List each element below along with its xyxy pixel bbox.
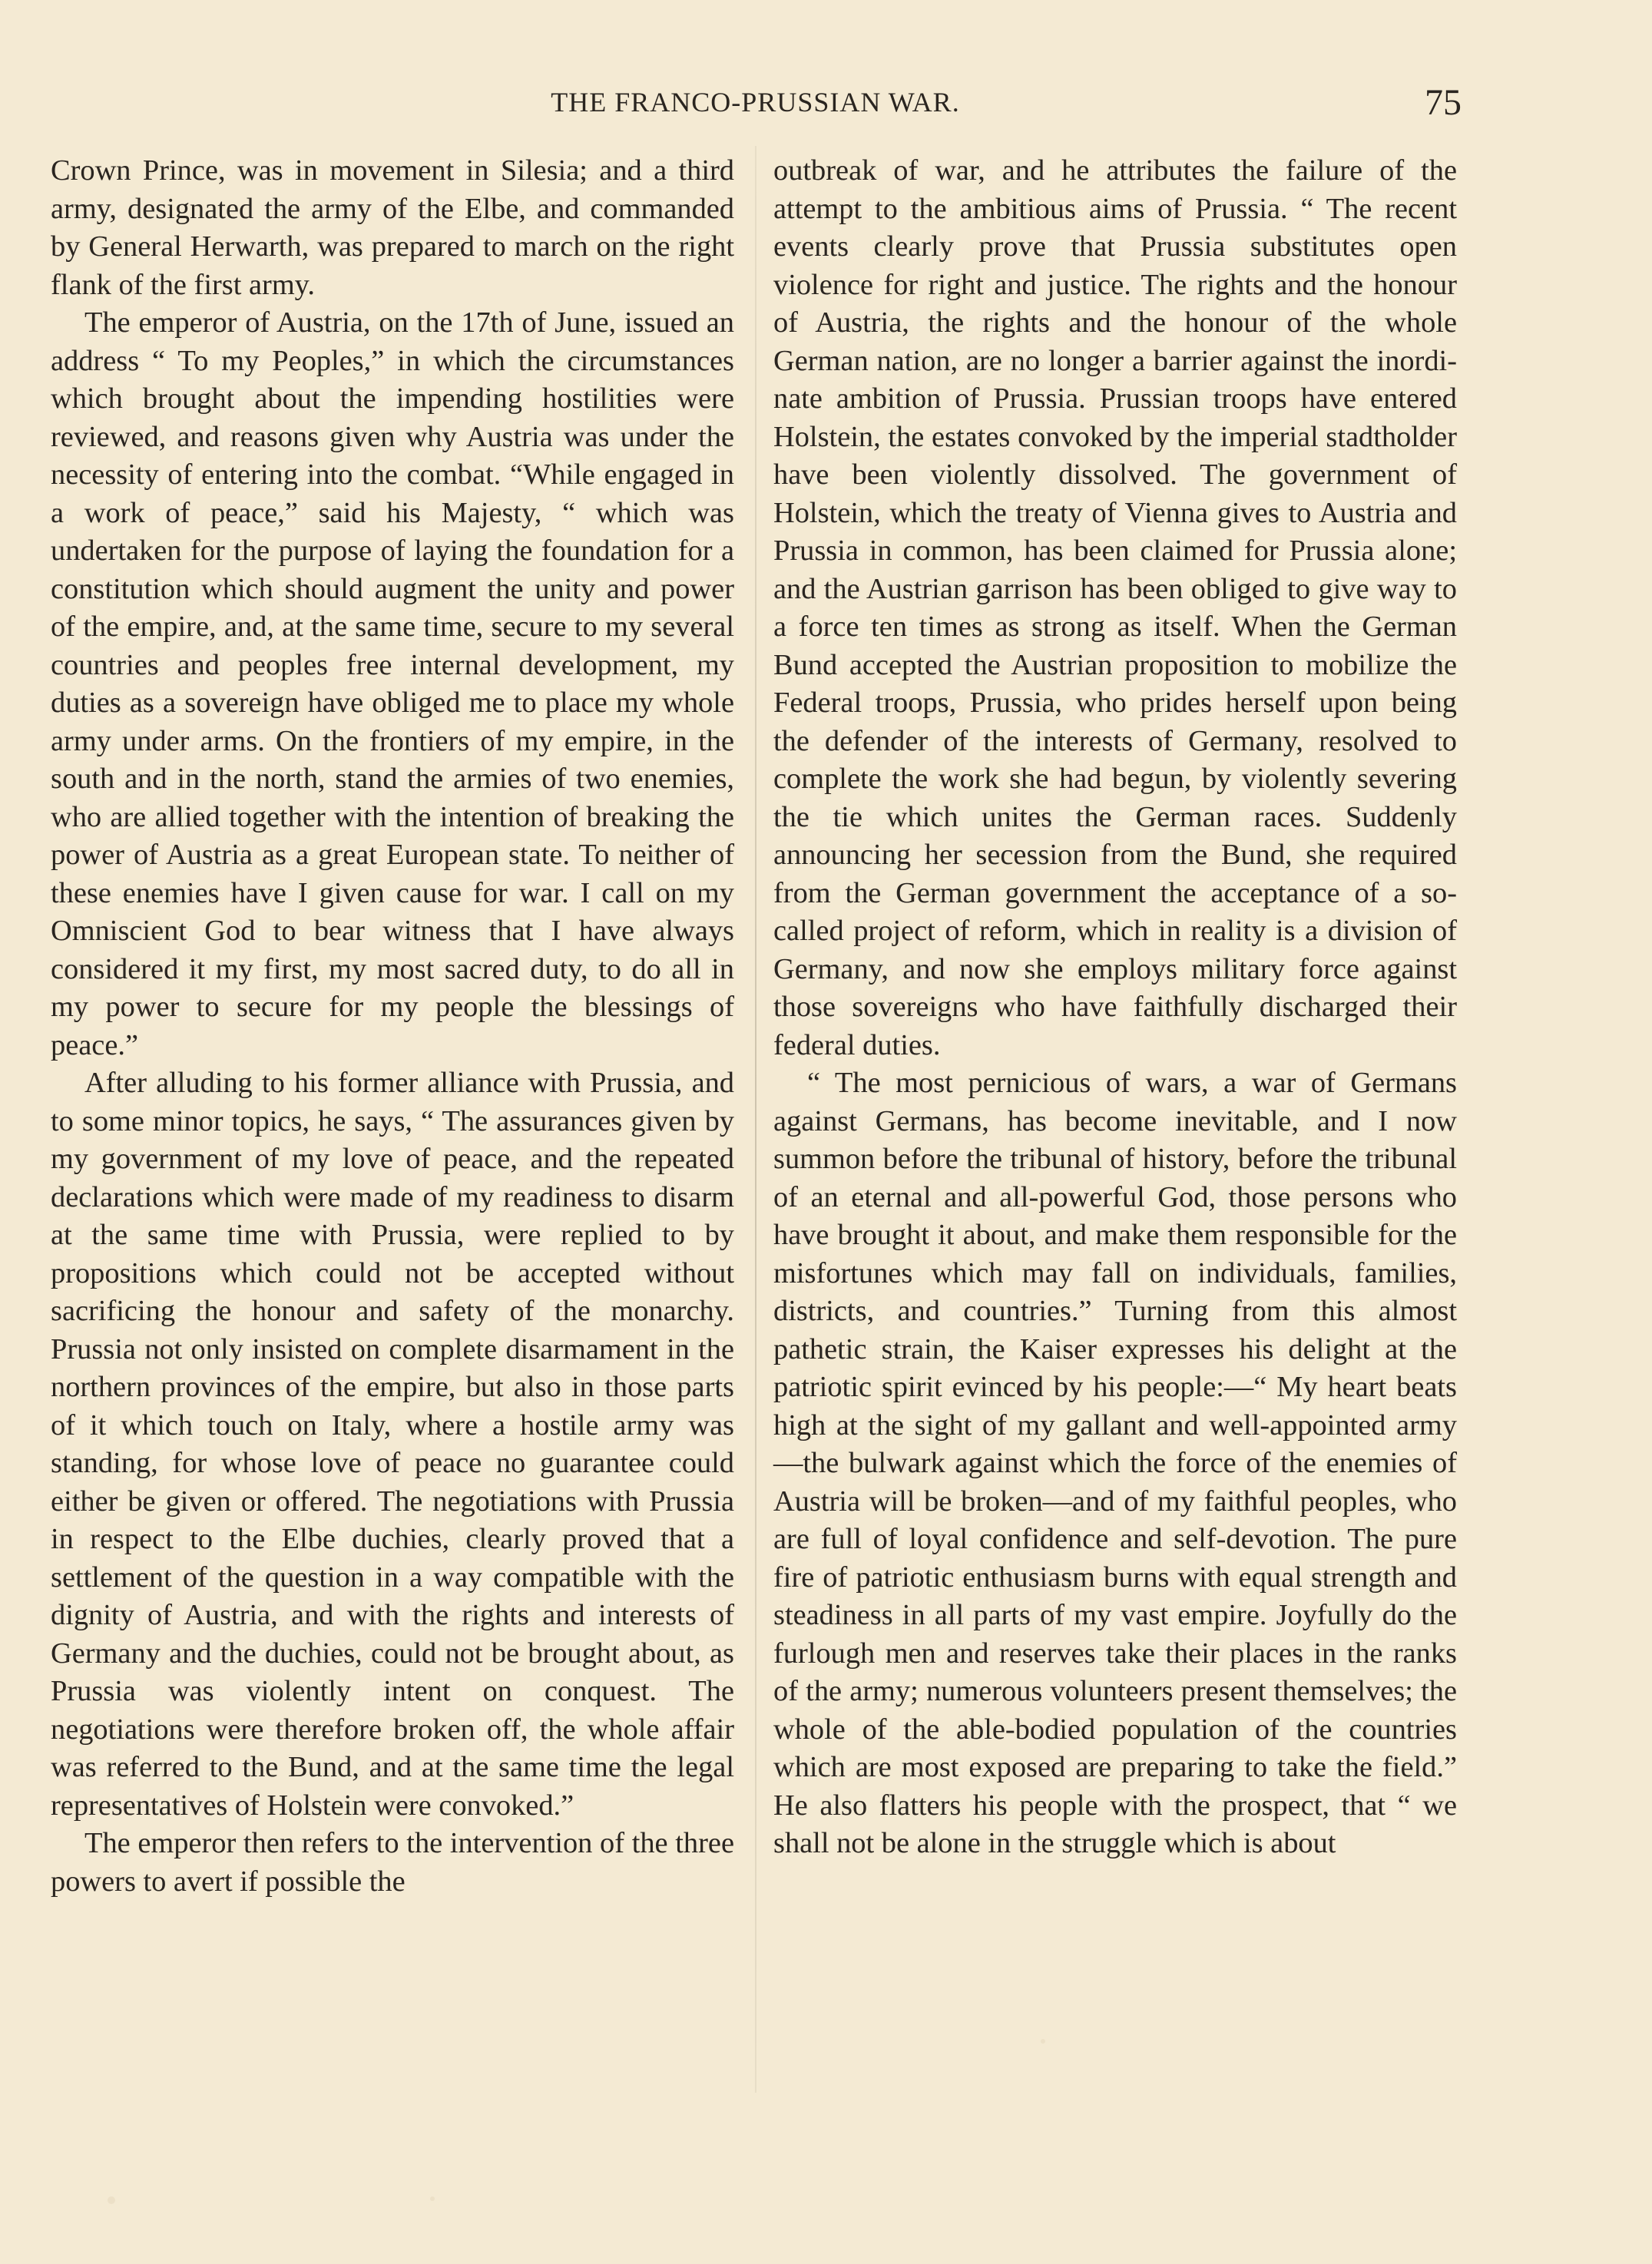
page-number: 75 xyxy=(1425,82,1462,123)
running-head: THE FRANCO-PRUSSIAN WAR. xyxy=(551,87,960,118)
paragraph: Crown Prince, was in movement in Silesia; and a third army, designated the army of the Elbe, and commanded by General Herwarth, was prepared to march on the right flank of the first army. xyxy=(51,154,734,301)
column-divider xyxy=(755,146,756,2093)
paper-spot xyxy=(430,2196,435,2201)
paper-spot xyxy=(108,2196,115,2204)
paragraph: “ The most pernicious of wars, a war of Germans against Germans, has become inevitable, and I now summon before the tribunal of history, before the tribunal of an eternal and all-powerful God, those persons who have brought it about, and make them responsible for the misfortunes which may fall on individuals, families, districts, and countries.” Turning from this almost pathetic strain, the Kaiser expresses his delight at the patriotic spirit evinced by his people:—“ My heart beats high at the sight of my gallant and well-appointed army—the bulwark against which the force of the enemies of Austria will be broken—and of my faithful peoples, who are full of loyal confidence and self-devotion. The pure fire of patriotic enthusiasm burns with equal strength and steadiness in all parts of my vast empire. Joyfully do the furlough men and reserves take their places in the ranks of the army; numerous volunteers present themselves; the whole of the able-bodied population of the countries which are most exposed are preparing to take the field.” He also flatters his people with the prospect, that “ we shall not be alone in the struggle which is about xyxy=(773,1067,1457,1859)
paragraph: outbreak of war, and he attributes the failure of the attempt to the ambitious aims of Prussia. “ The recent events clearly prove that Prussia substitutes open violence for right and justice. The rights and the honour of Austria, the rights and the honour of the whole German nation, are no longer a barrier against the inordinate ambition of Prussia. Prussian troops have entered Holstein, the estates convoked by the imperial stadtholder have been violently dissolved. The government of Holstein, which the treaty of Vienna gives to Austria and Prussia in common, has been claimed for Prussia alone; and the Austrian garrison has been obliged to give way to a force ten times as strong as itself. When the German Bund accepted the Austrian proposition to mobilize the Federal troops, Prussia, who prides herself upon being the defender of the interests of Germany, resolved to complete the work she had begun, by violently severing the tie which unites the German races. Suddenly announcing her secession from the Bund, she required from the German government the acceptance of a so-called project of reform, which in reality is a division of Germany, and now she employs military force against those sovereigns who have faithfully discharged their federal duties. xyxy=(773,154,1457,1061)
paper-spot xyxy=(1041,2039,1045,2044)
paragraph: The emperor of Austria, on the 17th of June, issued an address “ To my Peoples,” in which the circumstances which brought about the impending hostilities were reviewed, and reasons given why Austria was under the necessity of entering into the combat. “While engaged in a work of peace,” said his Majesty, “ which was undertaken for the purpose of laying the foundation for a constitution which should augment the unity and power of the empire, and, at the same time, secure to my several countries and peoples free internal development, my duties as a sovereign have obliged me to place my whole army under arms. On the frontiers of my empire, in the south and in the north, stand the armies of two enemies, who are allied together with the intention of breaking the power of Austria as a great European state. To neither of these enemies have I given cause for war. I call on my Omniscient God to bear witness that I have always considered it my first, my most sacred duty, to do all in my power to secure for my people the blessings of peace.” xyxy=(51,306,734,1061)
right-column xyxy=(773,152,1457,1863)
left-column xyxy=(51,152,734,1901)
paragraph: The emperor then refers to the intervention of the three powers to avert if possible the xyxy=(51,1827,734,1898)
paragraph: After alluding to his former alliance with Prussia, and to some minor topics, he says, “ The assurances given by my government of my love of peace, and the repeated declarations which were made of my readiness to disarm at the same time with Prussia, were replied to by propositions which could not be accepted without sacrificing the honour and safety of the monarchy. Prussia not only insisted on complete disarmament in the northern provinces of the empire, but also in those parts of it which touch on Italy, where a hostile army was standing, for whose love of peace no guarantee could either be given or offered. The negotiations with Prussia in respect to the Elbe duchies, clearly proved that a settlement of the question in a way compatible with the dignity of Austria, and with the rights and interests of Germany and the duchies, could not be brought about, as Prussia was violently intent on conquest. The negotiations were therefore broken off, the whole affair was referred to the Bund, and at the same time the legal representatives of Holstein were convoked.” xyxy=(51,1067,734,1822)
